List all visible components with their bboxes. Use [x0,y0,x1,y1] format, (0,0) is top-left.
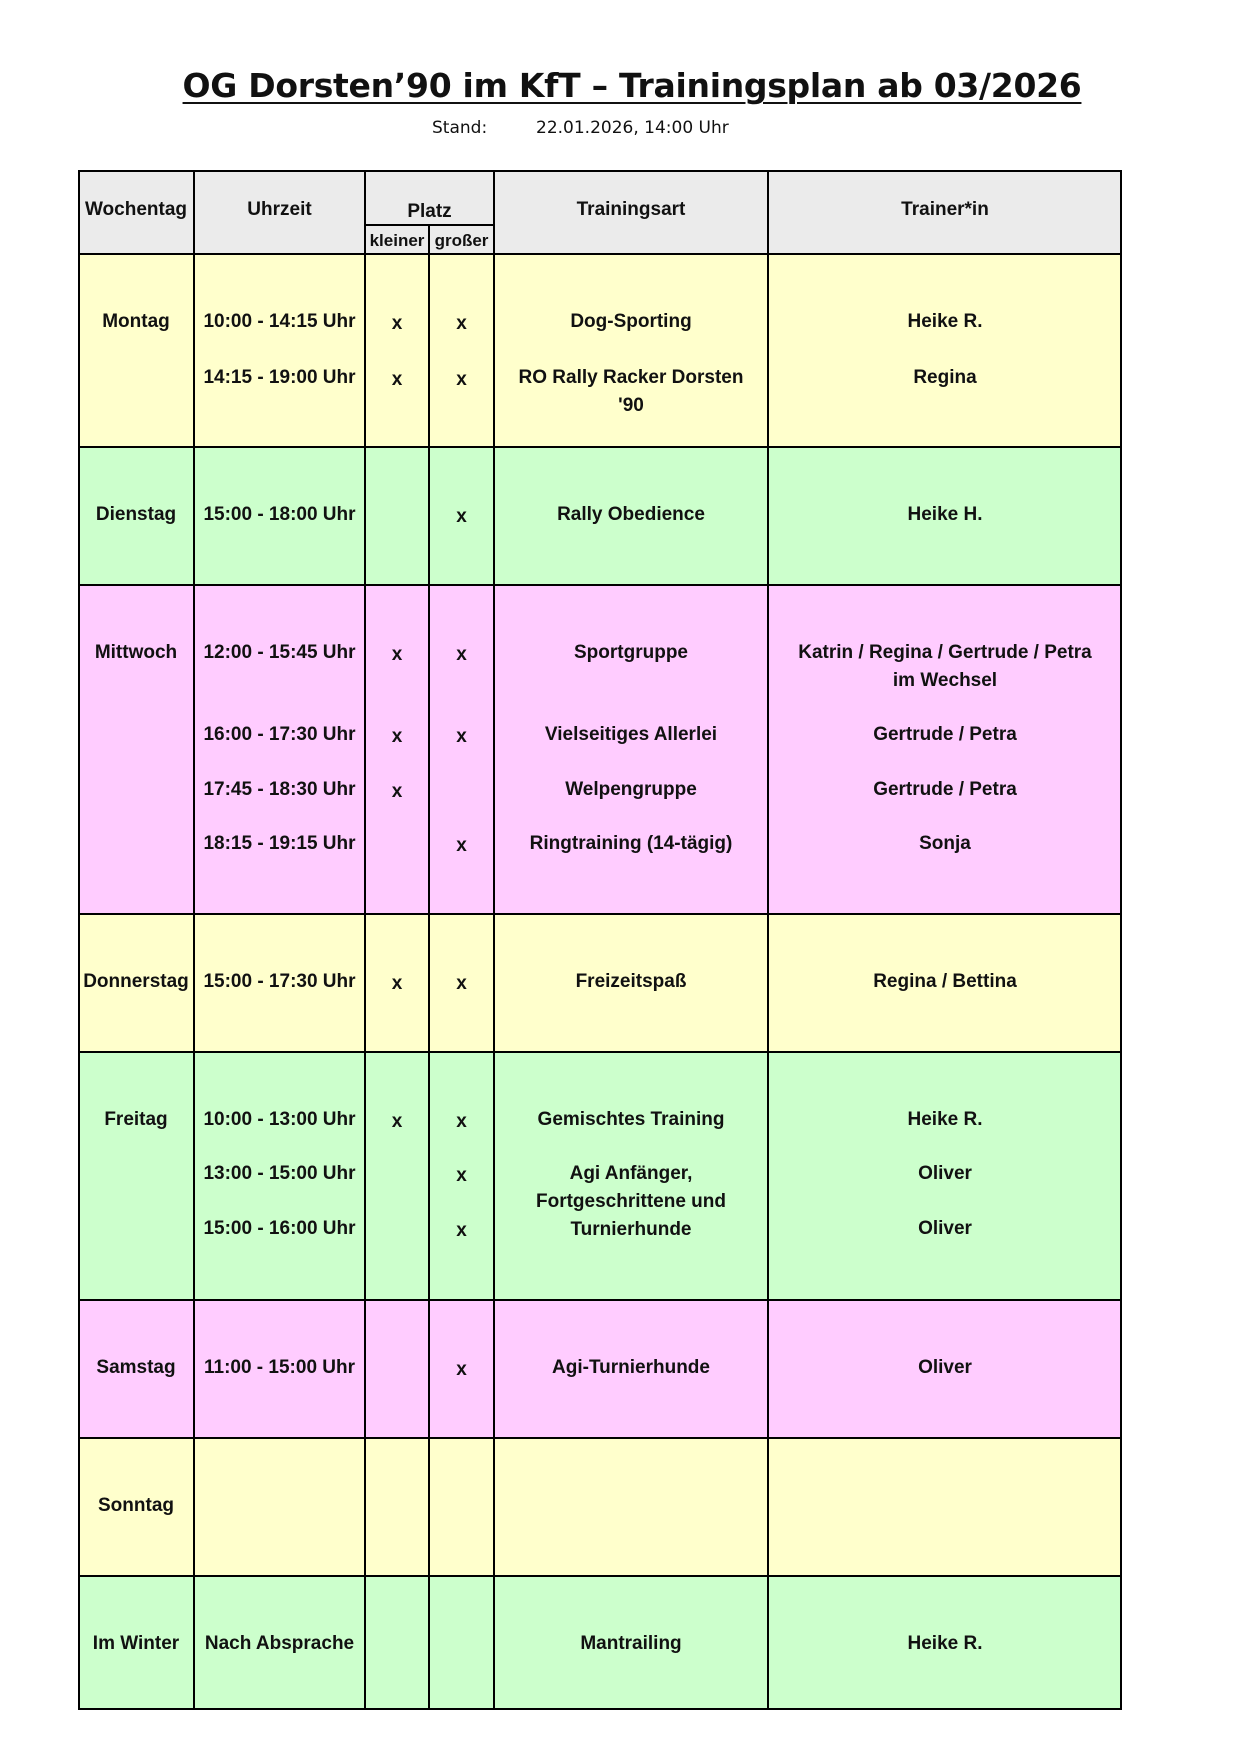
day-label: Im Winter [92,1633,180,1654]
col-header-grosser: großer [434,231,489,250]
platz-grosser-mark: x [456,1165,467,1186]
col-header-kleiner: kleiner [369,231,425,250]
time-cell: 15:00 - 16:00 Uhr [203,1218,356,1239]
day-label: Donnerstag [83,971,189,992]
time-cell: 18:15 - 19:15 Uhr [203,833,356,854]
col-header-wochentag: Wochentag [84,199,188,220]
trainer-cell: Oliver [918,1357,972,1378]
time-cell: 10:00 - 14:15 Uhr [203,311,356,332]
training-cell: Agi Anfänger, Fortgeschrittene und Turnierhunde [535,1163,726,1240]
trainer-cell: Katrin / Regina / Gertrude / Petra im Wechsel [798,642,1092,691]
trainer-cell: Oliver [918,1163,972,1184]
platz-kleiner-mark: x [391,313,403,334]
platz-grosser-mark: x [456,644,467,665]
stand-label: Stand: [432,118,488,138]
time-cell: 16:00 - 17:30 Uhr [203,724,356,745]
time-cell: 11:00 - 15:00 Uhr [203,1357,356,1378]
trainer-cell: Regina / Bettina [873,971,1017,992]
trainer-cell: Heike R. [907,1633,983,1654]
time-cell: 13:00 - 15:00 Uhr [203,1163,356,1184]
training-cell: Welpengruppe [565,779,697,800]
training-cell: Gemischtes Training [537,1109,725,1130]
trainer-cell: Regina [913,367,977,388]
platz-kleiner-mark: x [391,781,403,802]
day-label: Samstag [96,1357,176,1378]
trainer-cell: Heike H. [907,504,983,525]
day-label: Freitag [104,1109,168,1130]
day-label: Montag [102,311,170,332]
day-label: Sonntag [98,1495,174,1516]
trainer-cell: Heike R. [907,1109,983,1130]
platz-kleiner-mark: x [391,726,403,747]
col-header-platz: Platz [407,201,452,222]
training-cell: RO Rally Racker Dorsten '90 [518,367,744,416]
platz-grosser-mark: x [456,506,467,527]
platz-grosser-mark: x [456,973,467,994]
time-cell: 17:45 - 18:30 Uhr [203,779,356,800]
col-header-uhrzeit: Uhrzeit [247,199,312,220]
time-cell: 10:00 - 13:00 Uhr [203,1109,356,1130]
training-schedule-table [78,170,1122,1710]
training-cell: Dog-Sporting [570,311,692,332]
training-cell: Vielseitiges Allerlei [544,724,718,745]
platz-kleiner-mark: x [391,1111,403,1132]
page-title: OG Dorsten’90 im KfT – Trainingsplan ab 03/2026 [182,66,1082,105]
time-cell: Nach Absprache [204,1633,355,1654]
training-cell: Rally Obedience [557,504,705,525]
training-cell: Mantrailing [580,1633,682,1654]
trainer-cell: Gertrude / Petra [873,724,1017,745]
platz-kleiner-mark: x [391,973,403,994]
platz-grosser-mark: x [456,1359,467,1380]
trainer-cell: Gertrude / Petra [873,779,1017,800]
time-cell: 14:15 - 19:00 Uhr [203,367,356,388]
time-cell: 12:00 - 15:45 Uhr [203,642,356,663]
stand-value: 22.01.2026, 14:00 Uhr [536,118,729,138]
platz-kleiner-mark: x [391,369,403,390]
training-cell: Freizeitspaß [575,971,687,992]
trainer-cell: Sonja [919,833,971,854]
day-label: Mittwoch [94,642,178,663]
training-cell: Ringtraining (14-tägig) [529,833,733,854]
platz-grosser-mark: x [456,726,467,747]
col-header-trainer: Trainer*in [901,199,989,220]
table-border [78,170,1122,1710]
platz-kleiner-mark: x [391,644,403,665]
time-cell: 15:00 - 18:00 Uhr [203,504,356,525]
day-label: Dienstag [95,504,177,525]
platz-grosser-mark: x [456,369,467,390]
trainer-cell: Heike R. [907,311,983,332]
training-cell: Agi-Turnierhunde [552,1357,710,1378]
time-cell: 15:00 - 17:30 Uhr [203,971,356,992]
platz-grosser-mark: x [456,313,467,334]
trainer-cell: Oliver [918,1218,972,1239]
platz-grosser-mark: x [456,1111,467,1132]
platz-grosser-mark: x [456,835,467,856]
platz-grosser-mark: x [456,1220,467,1241]
col-header-trainingsart: Trainingsart [576,199,686,220]
training-cell: Sportgruppe [574,642,688,663]
